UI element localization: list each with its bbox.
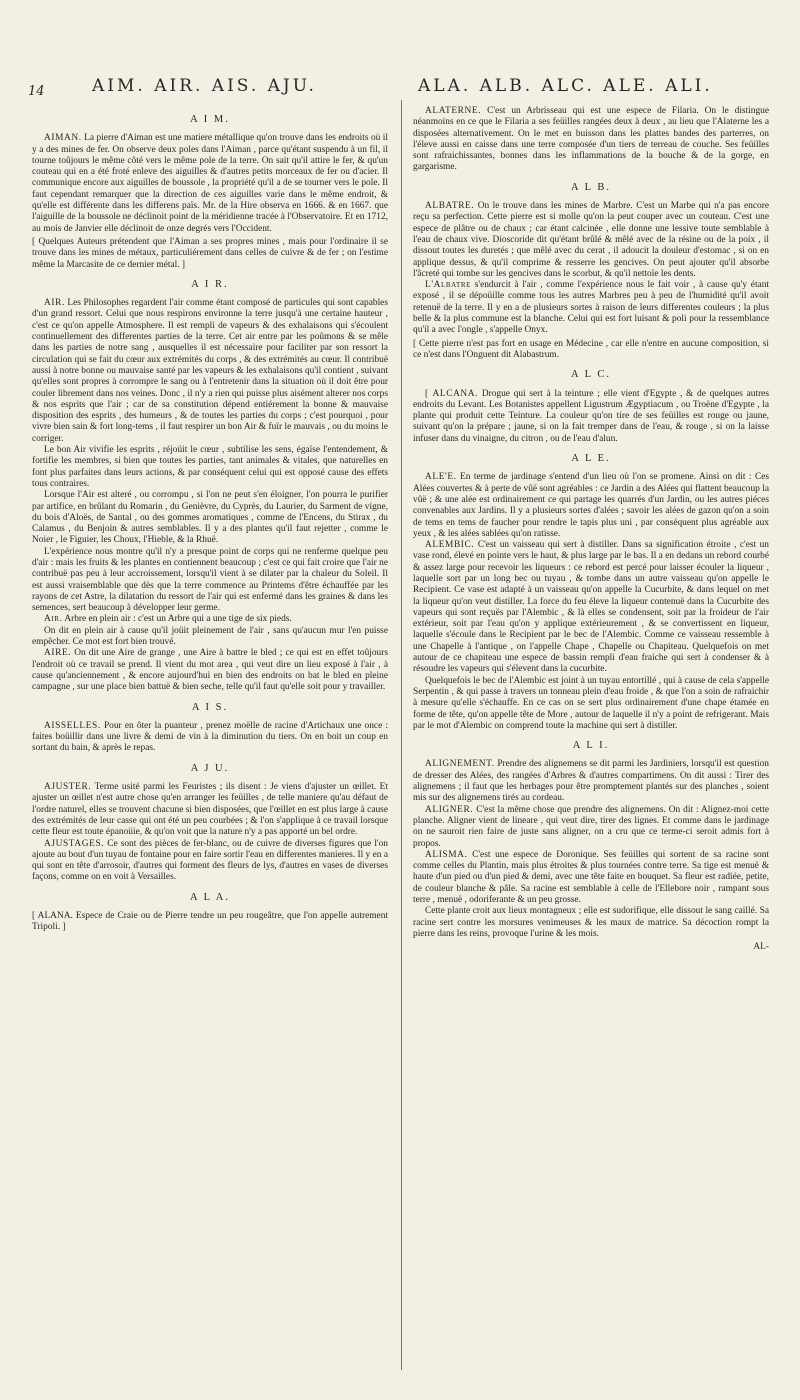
entry-text: Prendre des alignemens se dit parmi les Jardiniers, lorsqu'il est question de dresser des Alées, des rangées d'Arbres & d'autres compartimens. On dit aussi : Tirer des alignemens ; il faut que les herbages pour être promptement plantés sur des planches , soient mis sur des alignemens tirés au cordeau. [413,759,769,804]
paragraph: Cette plante croit aux lieux montagneux ; elle est sudorifique, elle dissout le sang caillé. Sa racine sert contre les morsures venimeuses & les maux de matrice. Sa décoction rompt la pierre dans les reins, provoque l'urine & les mois. [413,906,769,939]
entry-ajustages [32,839,388,884]
section-heading-ali: A L I. [572,740,610,752]
entry-alee [413,472,769,540]
note-alana: [ ALANA. Espece de Craie ou de Pierre tendre un peu rougeâtre, que l'on appelle autrement Tripoli. ] [32,911,388,933]
entry-headword: ALEMBIC. [425,540,475,551]
entry-text: Arbre en plein air : c'est un Arbre qui a une tige de six pieds. [64,614,292,625]
entry-text: On dit une Aire de grange , une Aire à battre le bled ; ce qui est en effet toûjours l'endroit où ce travail se prend. Il vient du mot area , qui veut dire un lieu exposé à l'air , à cause qu'anciennement , & encore aujourd'hui en bien des endroits on bat le bled en pleine campagne , sur une place bien battuë & bien seche, telle qu'il faut qu'elle soit pour y travailler. [32,648,388,693]
entry-headword: AJUSTAGES. [44,838,105,849]
entry-alisma [413,850,769,906]
left-column [32,106,388,1376]
entry-text: C'est un Arbrisseau qui est une espece de Filaria. On le distingue néanmoins en ce que le Filaria a ses feüilles rangées deux à deux , au lieu que l'Alaterne les a disposées alternativement. On le met en buisson dans les plattes bandes des parterres, on l'éleve aussi en caisse dans une terre composée d'un tiers de terreau de couche. Ses feüilles sont rafraichissantes, bonnes dans les inflammations de la bouche & de la gorge, en gargarisme. [413,106,769,173]
entry-text: On le trouve dans les mines de Marbre. C'est un Marbe qui n'a pas encore reçu sa perfection. Cette pierre est si molle qu'on la peut couper avec un couteau. C'est une espece de plâtre ou de chaux ; car étant calcinée , elle donne une lessive toute semblable à l'eau de chaux vive. Dioscoride dit qu'étant brûlé & mêlé avec de la résine ou de la poix , il dissout toutes les duretés ; que mêlé avec du cerat , il adoucit la douleur d'estomac , si on en applique dessus, & qu'il comprime & resserre les gencives. On peut ajouter qu'il absorbe l'âcreté qui tombe sur les gencives dans le scorbut, & qu'il nettoïe les dents. [413,201,769,279]
section-heading-ale: A L E. [571,453,611,465]
section-heading-aju: A J U. [190,762,230,774]
paragraph-albatre [413,280,769,336]
running-head-left: AIM. AIR. AIS. AJU. [92,76,317,96]
entry-alembic [413,540,769,676]
entry-text: C'est la même chose que prendre des alignemens. On dit : Alignez-moi cette planche. Aligner vient de lineare , qui veut dire, tirer des lignes. Et comme dans le jardinage on ne sauroit rien faire de juste sans aligner, on a cru que ce terme-ci seroit admis fort à propos. [413,804,769,849]
column-divider [401,100,402,1370]
entry-text: s'endurcit à l'air , comme l'expérience nous le fait voir , à cause qu'y étant exposé , il se dépoüille comme tous les autres Marbres peu à peu de l'humidité qu'il avoit retenuë de la terre. Il y en a de plusieurs sortes à raison de leurs differentes couleurs ; la plus belle & la plus commune est la blanche. Celui qui est fort luisant & poli pour la ressemblance qu'il a avec l'ongle , s'appelle Onyx. [413,280,769,336]
paragraph: Le bon Air vivifie les esprits , réjoüit le cœur , subtilise les sens, égaïse l'entendement, & fortifie les membres, si bien que toutes les parties, tant animales & vitales, que naturelles en font plus parfaites dans leurs actions, & par conséquent celui qui est opposé cause des effets tous contraires. [32,445,388,489]
running-head-right: ALA. ALB. ALC. ALE. ALI. [418,76,713,96]
entry-headword: ALIGNEMENT. [425,759,495,770]
entry-alcana [413,389,769,445]
entry-alignement [413,759,769,804]
entry-headword: AIMAN. [44,133,82,144]
entry-text: Terme usité parmi les Feuristes ; ils disent : Je viens d'ajuster un œillet. Et ajuster un œillet n'est autre chose qu'en arranger les feüilles , de telle maniere qu'au défaut de l'ordre naturel, elles se trouvent chacune si bien disposées, que l'œillet en est plus large à cause des extrémités de leur casse qui ont été un peu courbées ; & l'on s'applique à ce travail lorsque cette fleur est toute épanoüie, & qu'on voit que la nature n'y a pas apporté un bel ordre. [32,782,388,838]
entry-headword: AIR. [44,298,65,309]
page-number: 14 [28,84,45,99]
entry-text: C'est une espece de Doronique. Ses feüilles qui sortent de sa racine sont comme celles du Plantin, mais plus étroites & plus tournées contre terre. Sa tige est menuë & haute d'un pied ou d'un pied & demi, avec une tête faite en bouquet. Sa fleur est radiée, petite, de couleur blanche & pâle. Sa racine est semblable à celle de l'Ellebore noir , rampant sous terre , menuë , odoriferante & un peu grosse. [413,849,769,905]
entry-headword: ALE'E. [425,472,457,483]
paragraph: Lorsque l'Air est alteré , ou corrompu , si l'on ne peut s'en éloigner, l'on pourra le purifier par artifice, en brûlant du Romarin , du Genièvre, du Cyprès, du Laurier, du Sarment de vigne, du bois d'Aloës, de Santal , ou des gommes aromatiques , comme de l'Encens, du Stirax , du Calamus , du Benjoin & autres semblables. Il y a des plantes qu'il faut rejetter , comme le Noier , le Figuier, les Choux, l'Hieble, & la Rhuë. [32,490,388,546]
entry-headword: AIRE. [44,648,72,659]
entry-headword: [ ALCANA. [425,388,479,399]
section-heading-air: A I R. [191,278,229,290]
entry-headword: AJUSTER. [44,782,92,793]
section-heading-aim: A I M. [190,114,230,125]
section-heading-alb: A L B. [571,181,611,193]
entry-aire [32,648,388,693]
catchword: AL- [753,942,769,953]
note-aiman: [ Quelques Auteurs prétendent que l'Aiman a ses propres mines , mais pour l'ordinaire il se trouve dans les mines de métaux, particuliérement dans celles de cuivre & de fer ; on l'estime même la Marcasite de ce dernier métal. ] [32,236,388,270]
entry-aligner [413,805,769,850]
entry-text: La pierre d'Aiman est une matiere métallique qu'on trouve dans les endroits où il y a des mines de fer. On observe deux poles dans l'Aiman , parce qu'étant suspendu à un fil, il tourne toûjours le même côté vers le même pole de la terre. On sait qu'il attire le fer, & qu'un couteau qui en a été froté enleve des aiguilles & d'autres petits morceaux de fer ou d'acier. Il communique encore aux aiguilles de boussole , la propriété qu'il a de se tourner vers le pole. Il faut cependant remarquer que la direction de ces aiguilles varie dans le même endroit, & qu'elle est différente dans les differens païs. Mr. de la Hire observa en 1666. & en 1667. que l'aiguille de la boussole ne déclinoit point de la méridienne tracée à l'Observatoire. Et en 1712, au mois de Janvier elle déclinoit de onze degrés vers l'Occident. [32,133,388,234]
entry-headword: ALBATRE. [425,201,475,212]
entry-air-arbre [32,614,388,625]
section-heading-ais: A I S. [191,701,229,713]
entry-text: En terme de jardinage s'entend d'un lieu où l'on se promene. Ainsi on dit : Ces Alées couvertes & à perte de vûë sont agréables : ce Jardin a des Alées qui flattent beaucoup la vûë ; & une alée est ordinairement ce qui partage les quarrés d'un Jardin, ou les autres piéces convenables aux Jardins. Il y a plusieurs sortes d'alées ; savoir les alées de gazon qu'on a soin de tems en tems de faucher pour rendre le tapis plus uni , par conséquent plus agréable aux yeux , & les alées sablées qu'on ratisse. [413,472,769,539]
paragraph: Quelquefois le bec de l'Alembic est joint à un tuyau entortillé , qui à cause de cela s'appelle Serpentin , & qui passe à travers un tonneau plein d'eau froide , & que l'on a soin de rafraichir à mesure qu'elle s'échauffe. En ce cas on se sert plus ordinairement d'une chape étamée en forme de tête, qu'on appelle tête de More , autour de laquelle il n'y a point de refrigerant. Mais par le mot d'Alembic on comprend toute la machine qui sert à distiller. [413,675,769,731]
entry-text: Pour en ôter la puanteur , prenez moëlle de racine d'Artichaux une once : faites boüillir dans une livre & demi de vin à la diminution du tiers. On en boit un coup en sortant du bain, & après le repas. [32,720,388,754]
entry-headword: AISSELLES. [44,720,101,731]
entry-albatre [413,201,769,280]
entry-text: Les Philosophes regardent l'air comme étant composé de particules qui sont capables d'un grand ressort. Celui que nous respirons environne la terre jusqu'à une certaine hauteur , c'est ce qu'on appelle Atmosphere. Il est rempli de vapeurs & des exhalaisons qui s'écoulent continuellement des differentes parties de la terre. Cet air entre par les poûmons & se mêle dans les parties de notre sang , ausquelles il est nécessaire pour faciliter par son ressort la circulation qui se fait du cœur aux extrémités du corps , & des extrémités au cœur. Il contribuë aussi à notre bonne ou mauvaise santé par les vapeurs & les exhalaisons qu'il contient , suivant qu'elles sont propres à corrompre le sang ou à l'entretenir dans la situation où il doit être pour couler librement dans nos veines. Donc , il n'y a rien qui puisse plus aisément alterer nos corps & nos esprits que l'air ; car de sa constitution dépend entiérement la bonne & mauvaise disposition des esprits , des humeurs , & de toutes les parties du corps ; c'est pourquoi , pour vivre bien sain & fort long-tems , il faut respirer un bon Air & fuïr le mauvais , ou du moins le corriger. [32,298,388,444]
entry-air [32,298,388,445]
paragraph: On dit en plein air à cause qu'il joüit pleinement de l'air , sans qu'aucun mur l'en puisse empêcher. Ce mot est fort bien trouvé. [32,625,388,648]
entry-text: C'est un vaisseau qui sert à distiller. Dans sa signification étroite , c'est un vase rond, élevé en pointe vers le haut, & plus large par le bas. Il a en dedans un rebord courbé & assez large pour recevoir les liqueurs : ce rebord est percé pour laisser écouler la liqueur , laquelle sort par un long bec ou tuyau , & tombe dans un autre vaisseau qu'on appelle le Recipient. Ce vase est adapté à un vaisseau qu'on appelle la Cucurbite, & dans lequel on met la liqueur qu'on veut distiller. La force du feu éleve la liqueur contenuë dans la Cucurbite des vapeurs qui sont reçuës par l'Alembic , & là elles se condensent, soit par la froideur de l'air extérieur, soit par l'eau qu'on y applique extérieurement , & se convertissent en liqueur, laquelle s'écoule dans le Recipient par le bec de l'Alembic. Comme ce vaisseau ressemble à une Chapelle à l'antique , on l'appelle Chape , Chapelle ou Chapiteau. Quelquefois on met autour de ce chapiteau une espece de bassin rempli d'eau fraiche qui sert à condenser & à résoudre les vapeurs qui s'élevent dans la cucurbite. [413,540,769,675]
entry-text: Drogue qui sert à la teinture ; elle vient d'Egypte , & de quelques autres endroits du Levant. Les Botanistes appellent Ligustrum Ægyptiacum , ou Troëne d'Egypte , la plante qui produit cette Teinture. La couleur qu'on tire de ses feüilles est rouge ou jaune, suivant qu'on la prépare ; jaune, si on la fait tremper dans de l'eau, & rouge , si on la laisse infuser dans du vinaigne, du citron , ou de l'eau d'alun. [413,388,769,444]
note-albatre: [ Cette pierre n'est pas fort en usage en Médecine , car elle n'entre en aucune composition, si ce n'est dans l'Onguent dit Alabastrum. [413,338,769,360]
entry-ajuster [32,782,388,838]
entry-aiman [32,133,388,235]
entry-headword: ALATERNE. [425,106,482,116]
entry-alaterne [413,106,769,174]
entry-headword: ALISMA. [425,849,468,860]
section-heading-alc: A L C. [571,369,611,381]
entry-headword: Air. [44,614,63,625]
entry-aisselles [32,721,388,755]
section-heading-ala: A L A. [190,891,230,903]
right-column [413,106,769,1376]
paragraph: L'expérience nous montre qu'il n'y a presque point de corps qui ne renferme quelque peu d'air : mais les fruits & les plantes en contiennent beaucoup ; c'est ce qui fait croire que l'air ne contribuë pas peu à leur accroissement, lorsqu'il vient à se dilater par la chaleur du Soleil. Il est aussi vraisemblable que dès que la terre commence au Printems d'être échauffée par les rayons de cet Astre, la dilatation du ressort de l'air qui est enfermé dans les graines & dans les semences, sert beaucoup à développer leur germe. [32,546,388,614]
entry-text: Ce sont des pièces de fer-blanc, ou de cuivre de diverses figures que l'on ajoute au bout d'un tuyau de fontaine pour en faire sortir l'eau en differentes manieres. Il y en a qui sont en tête d'arrosoir, d'autres qui forment des fleurs de lys, d'autres en vases de diverses façons, comme on en voit à Versailles. [32,838,388,883]
entry-headword: ALIGNER. [425,804,474,815]
entry-headword: L'Albatre [425,280,472,291]
